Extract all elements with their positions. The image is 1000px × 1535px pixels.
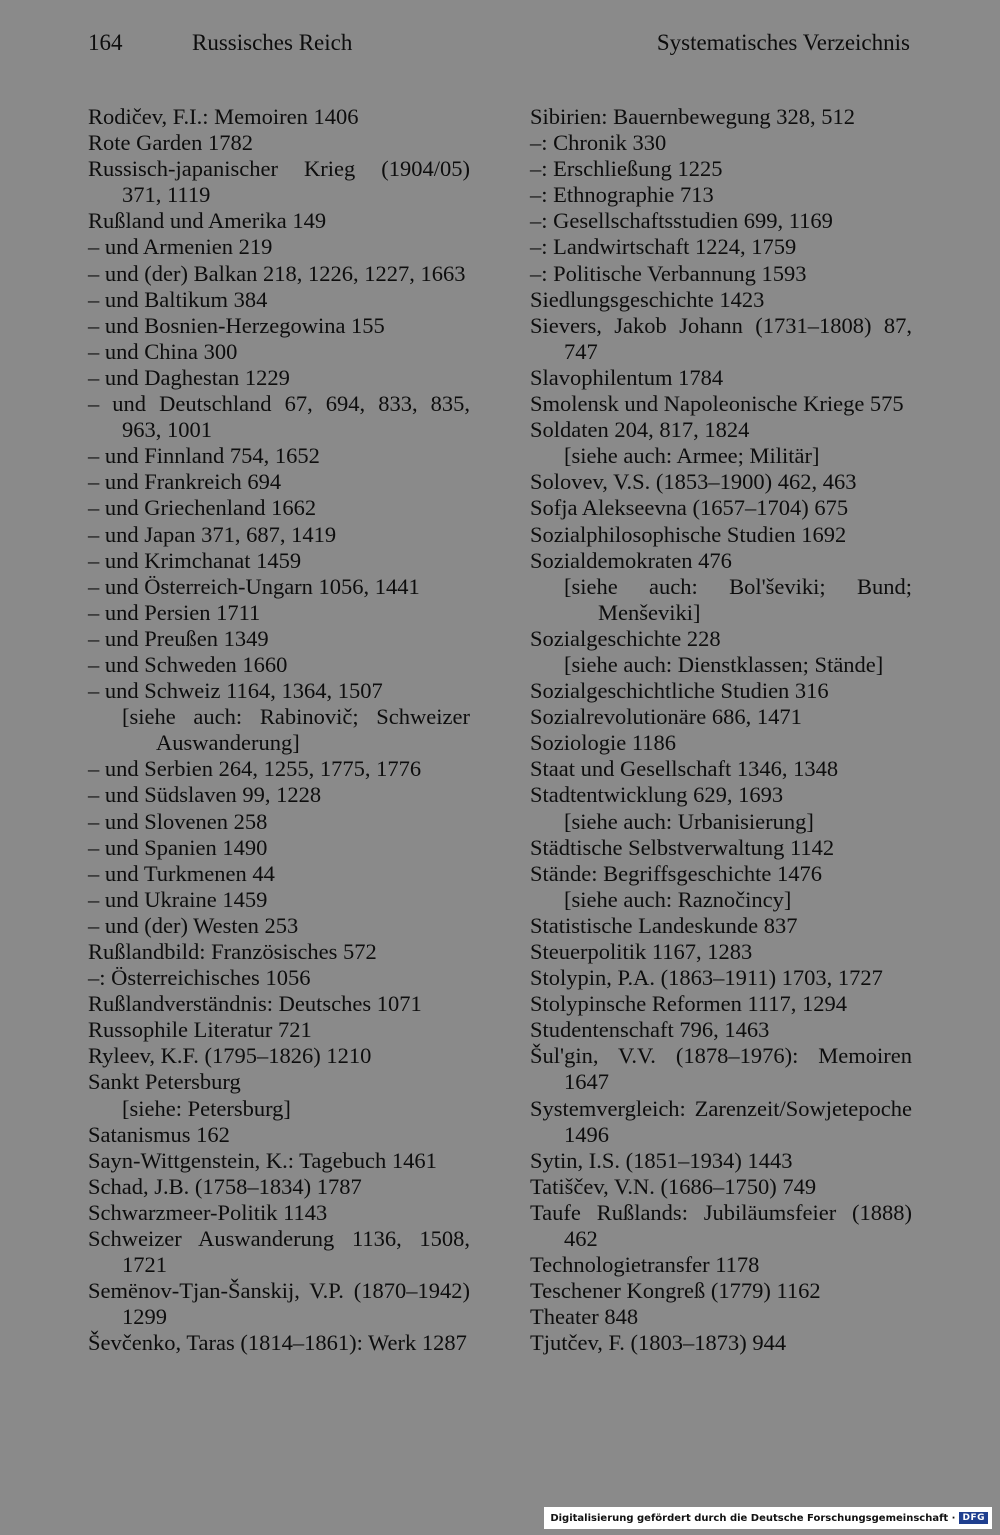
index-entry: Russophile Literatur 721 [88, 1017, 312, 1043]
index-entry: Stände: Begriffsgeschichte 1476 [530, 860, 823, 886]
index-entry: Solovev, V.S. (1853–1900) 462, 463 [530, 469, 857, 495]
index-entry: Stadtentwicklung 629, 1693 [530, 782, 784, 808]
index-entry: – und Österreich-Ungarn 1056, 1441 [88, 573, 420, 599]
running-title: Russisches Reich [192, 30, 353, 55]
index-entry: – und Schweden 1660 [88, 651, 288, 677]
index-entry: Städtische Selbstverwaltung 1142 [530, 834, 835, 860]
index-entry: Schwarzmeer-Politik 1143 [88, 1199, 328, 1225]
index-entry: Satanismus 162 [88, 1121, 230, 1147]
index-entry: Sankt Petersburg [88, 1069, 241, 1095]
index-entry: Soldaten 204, 817, 1824 [530, 417, 750, 443]
index-entry: Russisch-japanischer Krieg (1904/05) 371, 1119 [88, 156, 470, 208]
index-entry: – und Preußen 1349 [88, 625, 269, 651]
section-title: Systematisches Verzeichnis [656, 30, 910, 55]
index-entry: Slavophilentum 1784 [530, 364, 724, 390]
index-entry: – und Armenien 219 [88, 234, 273, 260]
index-cross-reference: [siehe auch: Urbanisierung] [564, 808, 814, 834]
index-entry: –: Chronik 330 [530, 130, 667, 156]
index-entry: – und Krimchanat 1459 [88, 547, 302, 573]
index-entry: – und Frankreich 694 [88, 469, 282, 495]
credit-text: Digitalisierung gefördert durch die Deutsche Forschungsgemeinschaft · [550, 1512, 956, 1524]
index-entry: Staat und Gesellschaft 1346, 1348 [530, 756, 839, 782]
index-entry: –: Gesellschaftsstudien 699, 1169 [530, 208, 833, 234]
index-entry: Sozialphilosophische Studien 1692 [530, 521, 847, 547]
index-cross-reference: [siehe auch: Bol'ševiki; Bund; Menševiki] [564, 573, 912, 625]
index-entry: – und Finnland 754, 1652 [88, 443, 320, 469]
index-column-left [88, 104, 470, 1357]
index-entry: –: Ethnographie 713 [530, 182, 714, 208]
index-entry: – und China 300 [88, 338, 238, 364]
index-entry: Sozialdemokraten 476 [530, 547, 732, 573]
index-entry: Sozialgeschichtliche Studien 316 [530, 678, 829, 704]
index-entry: – und Baltikum 384 [88, 286, 268, 312]
index-entry: Sievers, Jakob Johann (1731–1808) 87, 747 [530, 312, 912, 364]
index-entry: Sozialgeschichte 228 [530, 625, 721, 651]
index-entry: Theater 848 [530, 1304, 639, 1330]
index-entry: – und (der) Balkan 218, 1226, 1227, 1663 [88, 260, 466, 286]
index-entry: Stolypin, P.A. (1863–1911) 1703, 1727 [530, 965, 883, 991]
page-header [88, 26, 910, 60]
index-entry: – und Schweiz 1164, 1364, 1507 [88, 678, 383, 704]
index-entry: – und Japan 371, 687, 1419 [88, 521, 337, 547]
index-entry: Rote Garden 1782 [88, 130, 253, 156]
index-entry: Schad, J.B. (1758–1834) 1787 [88, 1173, 362, 1199]
index-entry: –: Erschließung 1225 [530, 156, 723, 182]
index-cross-reference: [siehe auch: Armee; Militär] [564, 443, 820, 469]
index-entry: – und Turkmenen 44 [88, 860, 275, 886]
index-entry: – und Persien 1711 [88, 599, 261, 625]
index-entry: – und Daghestan 1229 [88, 364, 290, 390]
index-entry: – und Slovenen 258 [88, 808, 268, 834]
index-entry: – und (der) Westen 253 [88, 912, 299, 938]
index-entry: –: Landwirtschaft 1224, 1759 [530, 234, 797, 260]
index-entry: – und Deutschland 67, 694, 833, 835, 963, 1001 [88, 391, 470, 443]
index-entry: – und Bosnien-Herzegowina 155 [88, 312, 385, 338]
index-entry: Stolypinsche Reformen 1117, 1294 [530, 991, 848, 1017]
index-column-right [530, 104, 912, 1357]
index-entry: Soziologie 1186 [530, 730, 677, 756]
index-entry: Steuerpolitik 1167, 1283 [530, 939, 753, 964]
index-entry: Ryleev, K.F. (1795–1826) 1210 [88, 1043, 372, 1069]
index-entry: –: Politische Verbannung 1593 [530, 260, 807, 286]
index-entry: Siedlungsgeschichte 1423 [530, 286, 765, 312]
index-entry: Sozialrevolutionäre 686, 1471 [530, 704, 802, 730]
index-entry: Schweizer Auswanderung 1136, 1508, 1721 [88, 1226, 470, 1278]
index-cross-reference: [siehe auch: Dienstklassen; Stände] [564, 651, 884, 677]
index-cross-reference: [siehe auch: Rabinovič; Schweizer Auswanderung] [122, 704, 470, 756]
index-entry: Sytin, I.S. (1851–1934) 1443 [530, 1147, 793, 1173]
index-entry: Sayn-Wittgenstein, K.: Tagebuch 1461 [88, 1147, 437, 1173]
index-entry: Statistische Landeskunde 837 [530, 912, 798, 938]
index-entry: Technologietransfer 1178 [530, 1252, 760, 1278]
index-entry: – und Südslaven 99, 1228 [88, 782, 322, 808]
index-entry: Sibirien: Bauernbewegung 328, 512 [530, 104, 855, 129]
index-entry: Sofja Alekseevna (1657–1704) 675 [530, 495, 849, 521]
index-entry: Šul'gin, V.V. (1878–1976): Memoiren 1647 [530, 1043, 912, 1095]
index-entry: Rußlandverständnis: Deutsches 1071 [88, 991, 422, 1017]
index-entry: Systemvergleich: Zarenzeit/Sowjetepoche 1496 [530, 1095, 912, 1147]
index-entry: –: Österreichisches 1056 [88, 965, 311, 991]
index-entry: Smolensk und Napoleonische Kriege 575 [530, 391, 904, 417]
index-entry: Studentenschaft 796, 1463 [530, 1017, 770, 1043]
index-entry: – und Serbien 264, 1255, 1775, 1776 [88, 756, 422, 782]
index-entry: Semënov-Tjan-Šanskij, V.P. (1870–1942) 1299 [88, 1278, 470, 1330]
index-entry: Teschener Kongreß (1779) 1162 [530, 1278, 821, 1304]
index-entry: – und Spanien 1490 [88, 834, 268, 860]
digitization-credit [544, 1507, 992, 1529]
index-cross-reference: [siehe: Petersburg] [122, 1095, 291, 1121]
index-entry: Rußland und Amerika 149 [88, 208, 327, 234]
dfg-logo: DFG [959, 1512, 988, 1524]
index-entry: – und Ukraine 1459 [88, 886, 268, 912]
index-entry: Tjutčev, F. (1803–1873) 944 [530, 1330, 787, 1356]
index-entry: Rodičev, F.I.: Memoiren 1406 [88, 104, 359, 129]
page-number: 164 [88, 30, 123, 55]
index-entry: – und Griechenland 1662 [88, 495, 317, 521]
index-cross-reference: [siehe auch: Raznočincy] [564, 886, 792, 912]
index-entry: Ševčenko, Taras (1814–1861): Werk 1287 [88, 1330, 467, 1356]
index-entry: Rußlandbild: Französisches 572 [88, 939, 377, 964]
index-entry: Taufe Rußlands: Jubiläumsfeier (1888) 462 [530, 1199, 912, 1252]
index-entry: Tatiščev, V.N. (1686–1750) 749 [530, 1173, 817, 1199]
